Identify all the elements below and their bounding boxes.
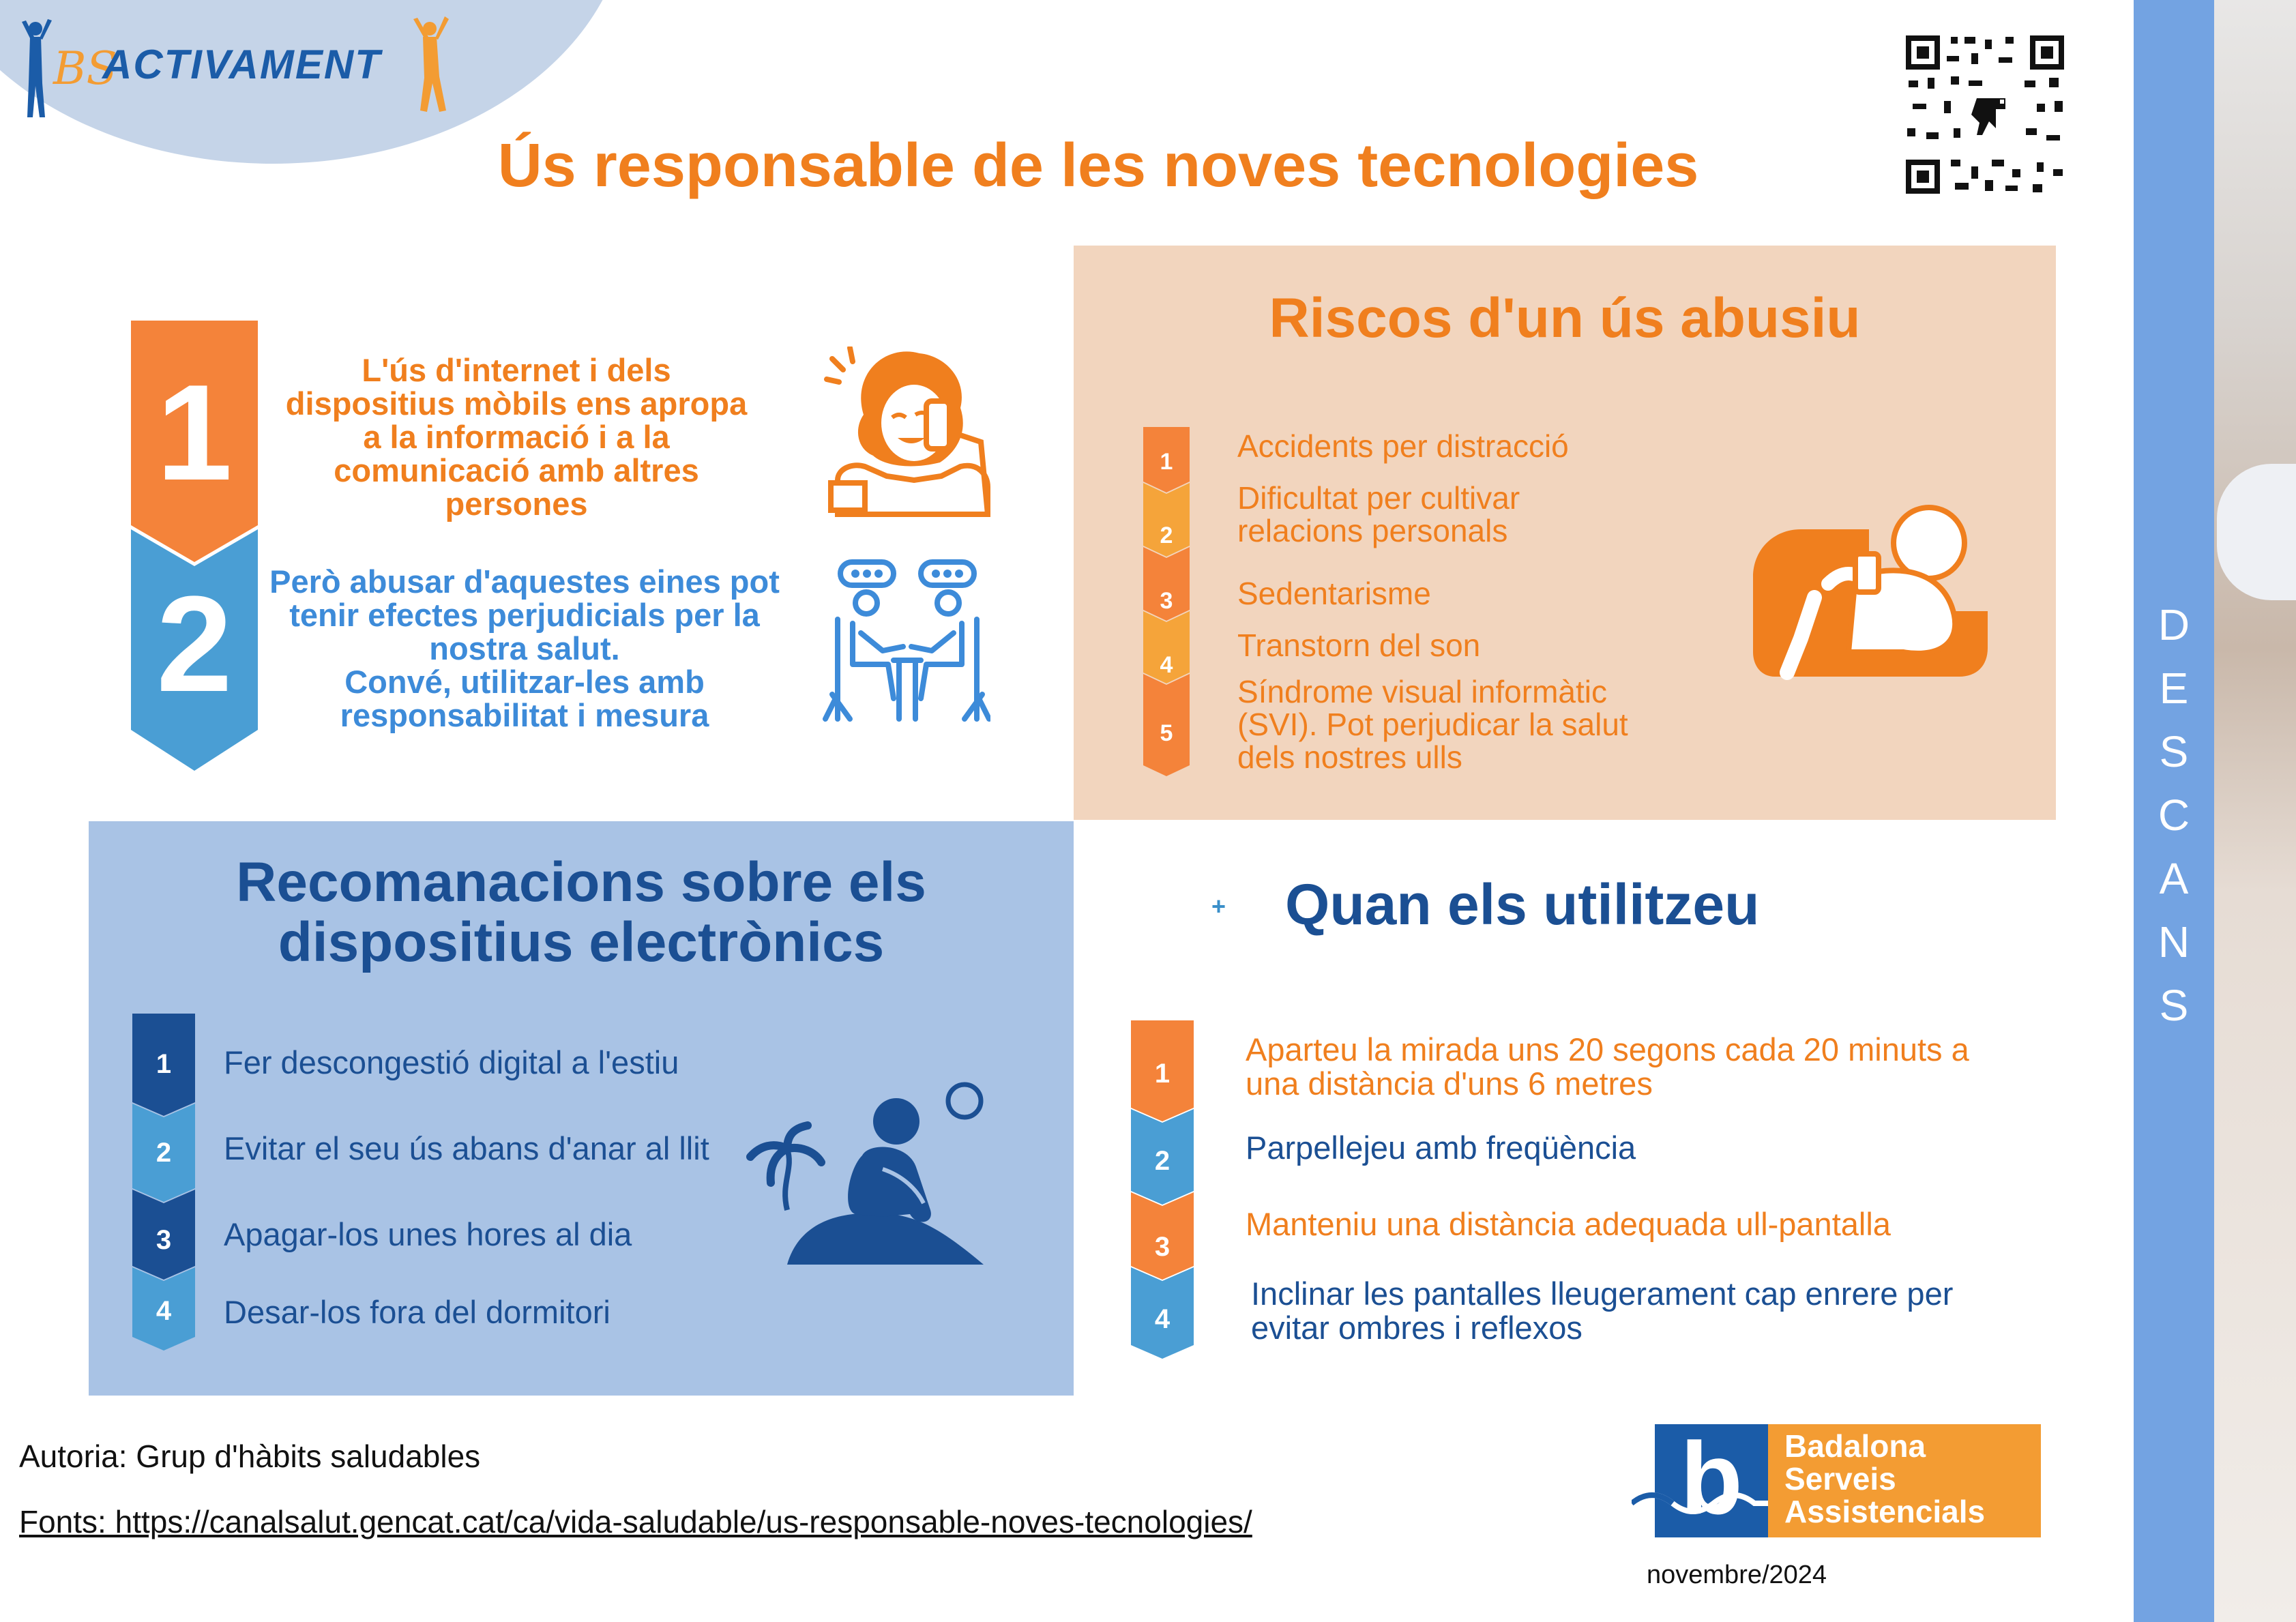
- plus-icon: +: [1211, 892, 1226, 920]
- recomanacions-item-text: Apagar-los unes hores al dia: [224, 1216, 632, 1252]
- descans-letter: A: [2159, 854, 2189, 903]
- descans-letter: C: [2158, 791, 2190, 840]
- person-on-sofa-icon: [1746, 502, 1988, 681]
- intro-text-2: [269, 565, 780, 732]
- people-talking-icon: [823, 558, 990, 726]
- riscos-item-text: Accidents per distracció: [1237, 428, 1569, 464]
- bsa-logo-name: [1784, 1430, 2037, 1528]
- intro-number-2: 2: [156, 568, 233, 720]
- recomanacions-item-text: Fer descongestió digital a l'estiu: [224, 1044, 679, 1080]
- bsa-logo-line: Assistencials: [1784, 1494, 1986, 1529]
- recomanacions-item-number: 4: [156, 1296, 172, 1326]
- quan-item-number: 4: [1154, 1304, 1171, 1334]
- logo-wordmark: ACTIVAMENT: [102, 42, 381, 87]
- intro-text-1: L'ús d'internet i dels dispositius mòbils ens apropa a la informació i a la comunicació amb altres persones: [285, 352, 748, 522]
- riscos-item-text: Síndrome visual informàtic (SVI). Pot perjudicar la salut dels nostres ulls: [1237, 674, 1628, 775]
- person-on-island-icon: [746, 1080, 985, 1266]
- quan-item-number: 3: [1154, 1232, 1171, 1262]
- qr-code-icon[interactable]: [1903, 33, 2067, 196]
- descans-letter: E: [2159, 664, 2189, 713]
- descans-vertical-word: [2134, 593, 2214, 1037]
- person-phone-icon: [824, 346, 997, 517]
- recomanacions-title: [89, 853, 1074, 973]
- bsa-logo-letter: b: [1680, 1421, 1743, 1535]
- recomanacions-item-number: 1: [156, 1049, 172, 1079]
- intro-number-1: 1: [156, 357, 233, 509]
- sleeping-person-photo: [2214, 0, 2296, 1622]
- recomanacions-title-line2: dispositius electrònics: [278, 911, 885, 973]
- logo-bs-mark: BS: [53, 42, 117, 95]
- riscos-item-text: Transtorn del son: [1237, 628, 1481, 663]
- recomanacions-item-text: Desar-los fora del dormitori: [224, 1294, 610, 1330]
- quan-item-text: Inclinar les pantalles lleugerament cap enrere per evitar ombres i reflexos: [1251, 1276, 1954, 1346]
- recomanacions-title-line1: Recomanacions sobre els: [236, 851, 926, 913]
- riscos-title: Riscos d'un ús abusiu: [1269, 287, 1861, 349]
- descans-letter: S: [2159, 727, 2189, 776]
- descans-letter: N: [2158, 917, 2190, 967]
- bsa-wave-icon: [1632, 1487, 1768, 1514]
- riscos-item-number: 5: [1160, 720, 1173, 746]
- publication-date: novembre/2024: [1647, 1561, 1827, 1589]
- quan-item-text: Manteniu una distància adequada ull-pantalla: [1246, 1206, 1891, 1242]
- descans-letter: S: [2159, 981, 2189, 1030]
- sleep-mask-photo-detail: [2217, 464, 2296, 600]
- riscos-item-number: 2: [1160, 522, 1173, 548]
- quan-item-number: 1: [1154, 1059, 1171, 1089]
- recomanacions-item-number: 2: [156, 1138, 172, 1168]
- recomanacions-item-text: Evitar el seu ús abans d'anar al llit: [224, 1130, 709, 1166]
- bsa-logo-line: Badalona: [1784, 1428, 1926, 1464]
- recomanacions-item-number: 3: [156, 1225, 172, 1255]
- quan-item-text: Parpellejeu amb freqüència: [1246, 1130, 1636, 1166]
- page-title: Ús responsable de les noves tecnologies: [497, 132, 1699, 200]
- authorship-text: Autoria: Grup d'hàbits saludables: [19, 1439, 481, 1474]
- riscos-item-text: Sedentarisme: [1237, 576, 1431, 611]
- bsa-logo-line: Serveis: [1784, 1461, 1896, 1496]
- intro-text-2a: Però abusar d'aquestes eines pot tenir efectes perjudicials per la nostra salut.: [269, 563, 780, 666]
- quan-title: Quan els utilitzeu: [1285, 872, 1760, 937]
- intro-text-2b: Convé, utilitzar-les amb responsabilitat i mesura: [340, 664, 709, 733]
- riscos-item-number: 3: [1160, 588, 1173, 614]
- quan-item-number: 2: [1154, 1146, 1171, 1176]
- sources-link[interactable]: Fonts: https://canalsalut.gencat.cat/ca/vida-saludable/us-responsable-noves-tecnologies/: [19, 1504, 1252, 1539]
- riscos-item-number: 4: [1160, 652, 1173, 678]
- riscos-item-number: 1: [1160, 449, 1173, 475]
- descans-letter: D: [2158, 600, 2190, 649]
- riscos-item-text: Dificultat per cultivar relacions personals: [1237, 480, 1520, 548]
- quan-item-text: Aparteu la mirada uns 20 segons cada 20 minuts a una distància d'uns 6 metres: [1246, 1031, 1969, 1102]
